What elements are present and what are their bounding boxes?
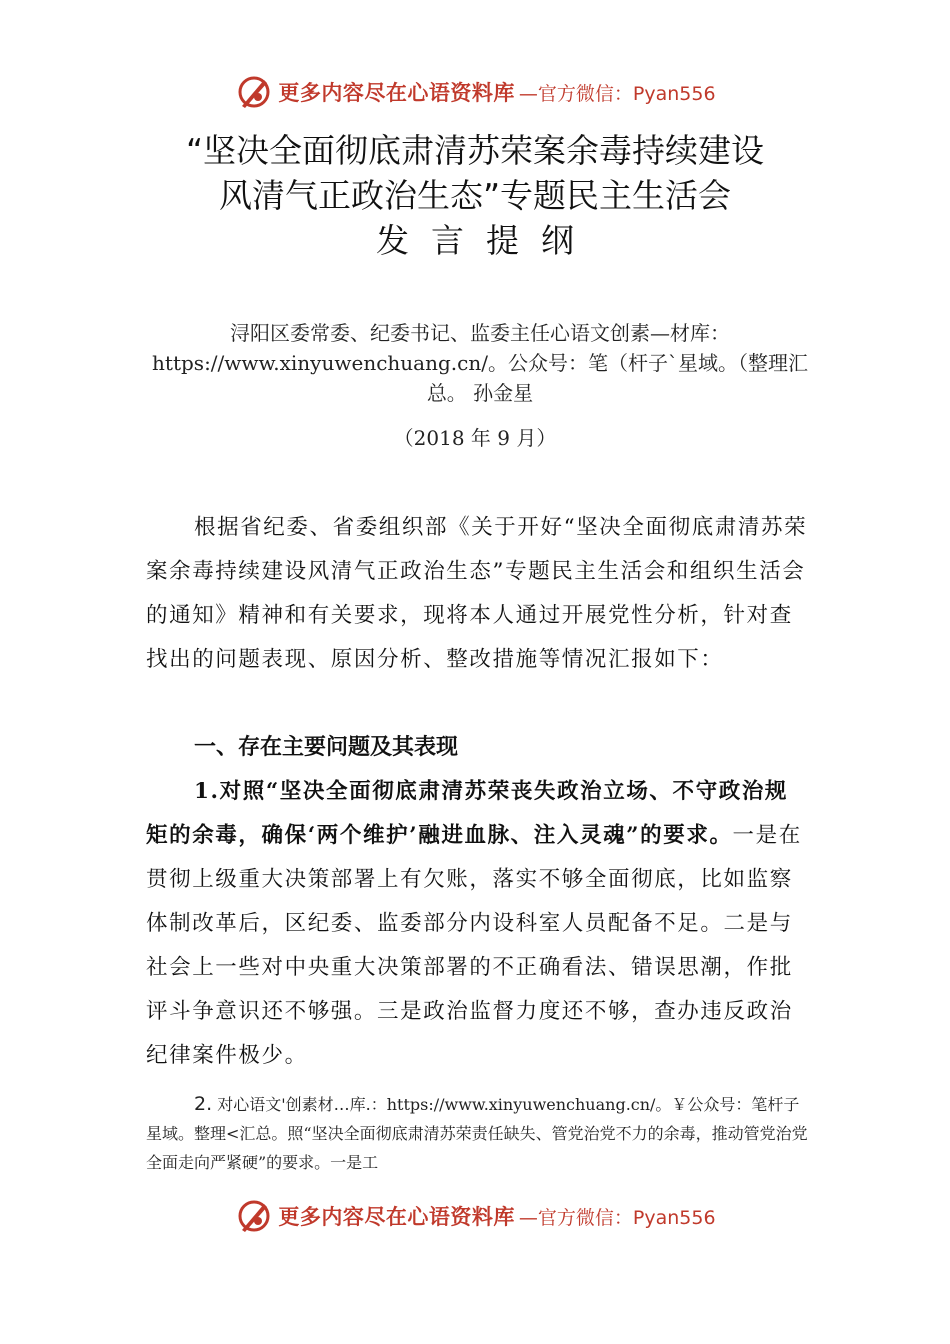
- date-line: （2018 年 9 月）: [393, 426, 557, 450]
- item-2-paragraph: [146, 1090, 810, 1177]
- item-2-number: 2.: [194, 1093, 213, 1115]
- banner-sub-text: —官方微信：Pyan556: [518, 1206, 716, 1229]
- footer-banner: [0, 1194, 950, 1238]
- pen-logo-icon: [234, 72, 274, 112]
- title-line-3: 发言提纲: [376, 221, 596, 260]
- item-2-text: 对心语文'创素材…库.：https://www.xinyuwenchuang.cn/。￥公众号：笔杆子星域。整理<汇总。照“坚决全面彻底肃清苏荣责任缺失、管党治党不力的余毒，推动管党治党全面走向严紧硬”的要求。一是工: [146, 1095, 808, 1172]
- title-line-1: “坚决全面彻底肃清苏荣案余毒持续建设: [185, 131, 765, 170]
- title-line-2: 风清气正政治生态”专题民主生活会: [218, 176, 732, 215]
- intro-paragraph: 根据省纪委、省委组织部《关于开好“坚决全面彻底肃清苏荣案余毒持续建设风清气正政治生态”专题民主生活会和组织生活会的通知》精神和有关要求，现将本人通过开展党性分析，针对查找出的问题表现、原因分析、整改措施等情况汇报如下：: [146, 515, 808, 672]
- item-1-requirement: 1.对照“坚决全面彻底肃清苏荣丧失政治立场、不守政治规矩的余毒，确保‘两个维护’融进血脉、注入灵魂”的要求。: [146, 779, 789, 848]
- banner-main-text: 更多内容尽在心语资料库: [278, 1204, 515, 1229]
- item-1-paragraph: [146, 770, 810, 1078]
- section-heading: 一、存在主要问题及其表现: [194, 735, 459, 760]
- pen-logo-icon: [234, 1196, 274, 1236]
- banner-main-text: 更多内容尽在心语资料库: [278, 80, 515, 105]
- item-1-details: 一是在贯彻上级重大决策部署上有欠账，落实不够全面彻底，比如监察体制改革后，区纪委、监委部分内设科室人员配备不足。二是与社会上一些对中央重大决策部署的不正确看法、错误思潮，作批评斗争意识还不够强。三是政治监督力度还不够，查办违反政治纪律案件极少。: [146, 823, 802, 1068]
- header-banner: [0, 70, 950, 114]
- author-line: 浔阳区委常委、纪委书记、监委主任心语文创素—材库：https://www.xinyuwenchuang.cn/。公众号：笔（杆子`星域。（整理汇总。 孙金星: [152, 321, 808, 405]
- banner-sub-text: —官方微信：Pyan556: [518, 82, 716, 105]
